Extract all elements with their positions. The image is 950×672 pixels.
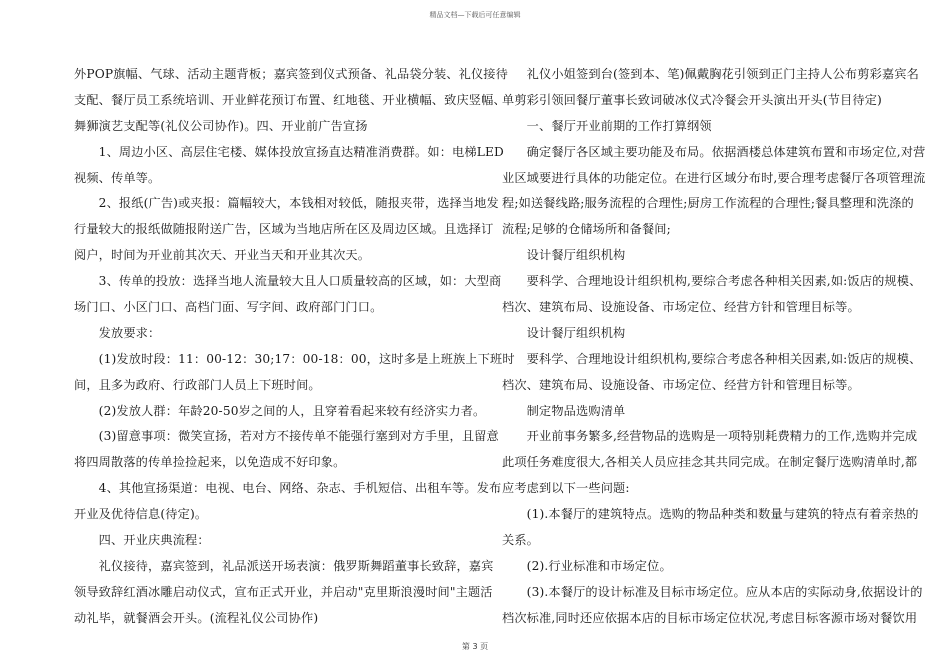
text-line: (2).行业标准和市场定位。 [502, 558, 672, 573]
text-line: (3).本餐厅的设计标准及目标市场定位。应从本店的实际动身,依据设计的 [502, 584, 923, 599]
text-line: 单剪彩引领回餐厅董事长致词破冰仪式冷餐会开头演出开头(节目待定) [502, 92, 882, 107]
text-line: 3、传单的投放：选择当地人流量较大且人口质量较高的区域，如：大型商 [74, 274, 502, 289]
text-line: 业区域要进行具体的功能定位。在进行区域分布时,要合理考虑餐厅各项管理流 [502, 170, 926, 185]
text-line: 流程;足够的仓储场所和备餐间; [502, 222, 671, 237]
text-line: 开业前事务繁多,经营物品的选购是一项特别耗费精力的工作,选购并完成 [502, 429, 918, 444]
text-line: 档次、建筑布局、设施设备、市场定位、经营方针和管理目标等。 [502, 300, 860, 315]
text-line: 间，且多为政府、行政部门人员上下班时间。 [74, 377, 321, 392]
text-line: 发放要求： [74, 325, 161, 340]
text-line: 设计餐厅组织机构 [502, 325, 626, 340]
text-line: 领导致辞红酒冰雕启动仪式，宣布正式开业，并启动"克里斯浪漫时间"主题活 [74, 584, 493, 599]
text-line: 视频、传单等。 [74, 170, 161, 185]
text-line: 礼仪小姐签到台(签到本、笔)佩戴胸花引领到正门主持人公布剪彩嘉宾名 [502, 67, 919, 81]
text-line: 设计餐厅组织机构 [502, 248, 626, 263]
text-line: 4、其他宣扬渠道：电视、电台、网络、杂志、手机短信、出租车等。发布 [74, 481, 502, 496]
text-line: 阅户，时间为开业前其次天、开业当天和开业其次天。 [74, 248, 371, 263]
text-line: 礼仪接待，嘉宾签到，礼品派送开场表演：俄罗斯舞蹈董事长致辞，嘉宾 [74, 558, 494, 573]
text-line: 档次标准,同时还应依据本店的目标市场定位状况,考虑目标客源市场对餐饮用 [502, 610, 918, 625]
text-line: 1、周边小区、高层住宅楼、媒体投放宣扬直达精准消费群。如：电梯LED [74, 144, 504, 159]
text-line: 此项任务难度很大,各相关人员应挂念其共同完成。在制定餐厅选购清单时,都 [502, 455, 918, 470]
text-line: 舞狮演艺支配等(礼仪公司协作)。四、开业前广告宣扬 [74, 118, 368, 133]
text-line: (1)发放时段：11：00-12：30;17：00-18：00，这时多是上班族上下班时 [74, 351, 515, 366]
text-line: 档次、建筑布局、设施设备、市场定位、经营方针和管理目标等。 [502, 377, 860, 392]
text-line: 四、开业庆典流程： [74, 533, 210, 548]
text-line: (1).本餐厅的建筑特点。选购的物品种类和数量与建筑的特点有着亲热的 [502, 507, 919, 522]
text-line: (3)留意事项：微笑宣扬，若对方不接传单不能强行塞到对方手里，且留意 [74, 429, 499, 444]
text-line: 将四周散落的传单捡捡起来，以免造成不好印象。 [74, 455, 346, 470]
text-line: 制定物品选购清单 [502, 403, 626, 418]
text-line: 动礼毕，就餐酒会开头。(流程礼仪公司协作) [74, 610, 319, 625]
text-line: 应考虑到以下一些问题: [502, 481, 630, 496]
text-line: 开业及优待信息(待定)。 [74, 507, 208, 522]
text-line: 2、报纸(广告)或夹报：篇幅较大，本钱相对较低，随报夹带，选择当地发 [74, 196, 499, 211]
text-line: 行量较大的报纸做随报附送广告，区域为当地店所在区及周边区域。且选择订 [74, 222, 494, 237]
text-line: 场门口、小区门口、高档门面、写字间、政府部门门口。 [74, 300, 383, 315]
text-line: 要科学、合理地设计组织机构,要综合考虑各种相关因素,如:饭店的规模、 [502, 274, 922, 289]
page-number: 第 3 页 [461, 642, 489, 651]
text-line: 关系。 [502, 533, 540, 548]
header-note: 精品文档—下载后可任意编辑 [429, 11, 521, 19]
text-line: (2)发放人群：年龄20-50岁之间的人，且穿着看起来较有经济实力者。 [74, 403, 486, 418]
text-line: 一、餐厅开业前期的工作打算纲领 [502, 118, 712, 133]
text-line: 要科学、合理地设计组织机构,要综合考虑各种相关因素,如:饭店的规模、 [502, 351, 922, 366]
text-line: 外POP旗幅、气球、活动主题背板；嘉宾签到仪式预备、礼品袋分装、礼仪接待 [74, 67, 508, 81]
text-line: 程;如送餐线路;服务流程的合理性;厨房工作流程的合理性;餐具整理和洗涤的 [502, 196, 914, 211]
text-line: 确定餐厅各区域主要功能及布局。依据酒楼总体建筑布置和市场定位,对营 [502, 144, 926, 159]
text-line: 支配、餐厅员工系统培训、开业鲜花预订布置、红地毯、开业横幅、致庆竖幅、 [74, 92, 506, 107]
right-column [502, 62, 926, 632]
left-column [74, 62, 515, 632]
